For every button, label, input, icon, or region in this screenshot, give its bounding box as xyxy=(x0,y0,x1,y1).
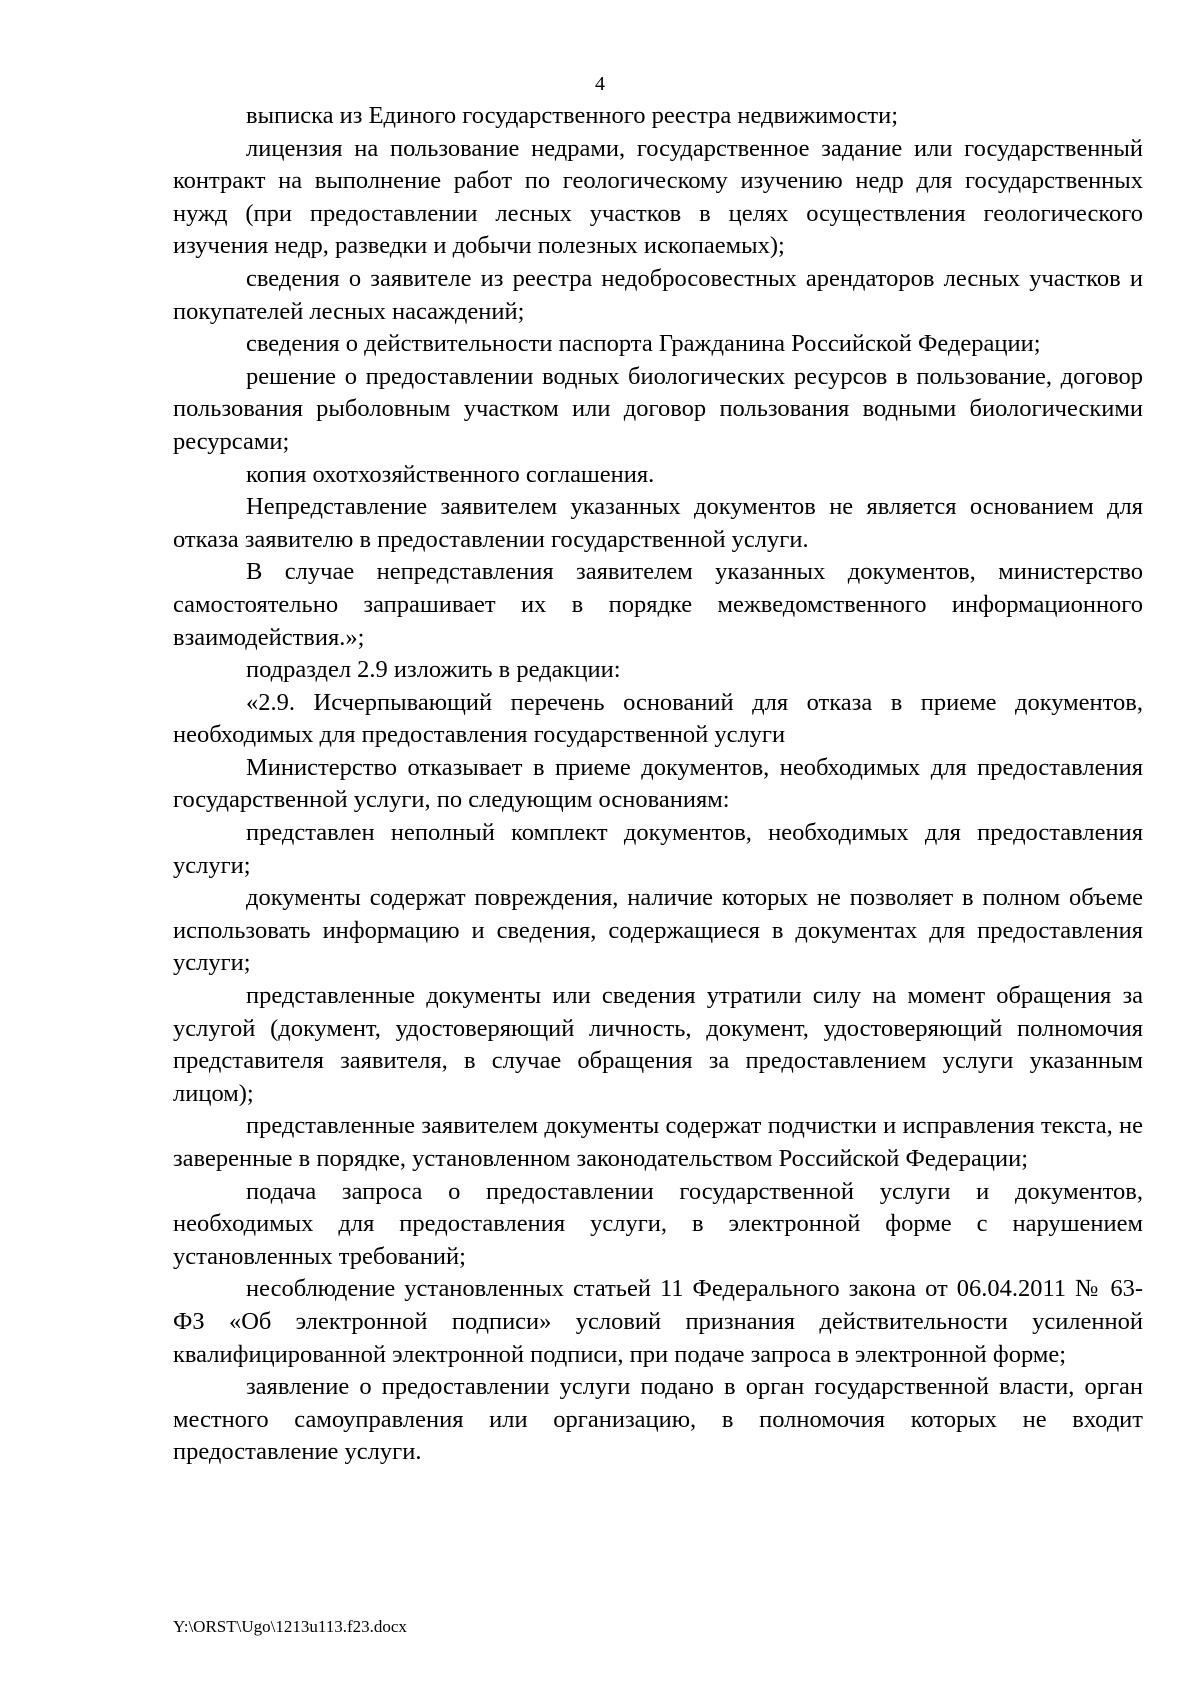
paragraph: документы содержат повреждения, наличие которых не позволяет в полном объеме использовать информацию и сведения, содержащиеся в документах для предоставления услуги; xyxy=(173,884,1143,977)
paragraph: заявление о предоставлении услуги подано в орган государственной власти, орган местного самоуправления или организацию, в полномочия которых не входит предоставление услуги. xyxy=(173,1373,1143,1466)
paragraph: лицензия на пользование недрами, государственное задание или государственный контракт на выполнение работ по геологическому изучению недр для государственных нужд (при предоставлении лесных участков в целях осуществления геологического изучения недр, разведки и добычи полезных ископаемых); xyxy=(173,134,1143,260)
footer-file-path: Y:\ORST\Ugo\1213u113.f23.docx xyxy=(173,1617,407,1636)
paragraph: сведения о действительности паспорта Гражданина Российской Федерации; xyxy=(246,330,1041,358)
paragraph: «2.9. Исчерпывающий перечень оснований для отказа в приеме документов, необходимых для предоставления государственной услуги xyxy=(173,688,1143,749)
paragraph: представлен неполный комплект документов, необходимых для предоставления услуги; xyxy=(173,819,1143,879)
document-body xyxy=(173,100,1143,1469)
paragraph: копия охотхозяйственного соглашения. xyxy=(246,460,655,488)
page-number: 4 xyxy=(595,73,605,95)
paragraph: выписка из Единого государственного реестра недвижимости; xyxy=(246,102,899,129)
paragraph: подраздел 2.9 изложить в редакции: xyxy=(246,656,621,684)
paragraph: решение о предоставлении водных биологических ресурсов в пользование, договор пользования рыболовным участком или договор пользования водными биологическими ресурсами; xyxy=(173,362,1143,455)
paragraph: подача запроса о предоставлении государственной услуги и документов, необходимых для предоставления услуги, в электронной форме с нарушением установленных требований; xyxy=(173,1177,1143,1270)
paragraph: Непредставление заявителем указанных документов не является основанием для отказа заявителю в предоставлении государственной услуги. xyxy=(173,493,1143,553)
paragraph: представленные документы или сведения утратили силу на момент обращения за услугой (документ, удостоверяющий личность, документ, удостоверяющий полномочия представителя заявителя, в случае обращения за предоставлением услуги указанным лицом); xyxy=(173,982,1143,1107)
paragraph: несоблюдение установленных статьей 11 Федерального закона от 06.04.2011 № 63-ФЗ «Об электронной подписи» условий признания действительности усиленной квалифицированной электронной подписи, при подаче запроса в электронной форме; xyxy=(173,1275,1143,1368)
paragraph: Министерство отказывает в приеме документов, необходимых для предоставления государственной услуги, по следующим основаниям: xyxy=(173,753,1143,814)
paragraph: сведения о заявителе из реестра недобросовестных арендаторов лесных участков и покупателей лесных насаждений; xyxy=(173,264,1143,325)
paragraph: представленные заявителем документы содержат подчистки и исправления текста, не заверенные в порядке, установленном законодательством Российской Федерации; xyxy=(173,1112,1143,1172)
paragraph: В случае непредставления заявителем указанных документов, министерство самостоятельно запрашивает их в порядке межведомственного информационного взаимодействия.»; xyxy=(173,558,1143,651)
